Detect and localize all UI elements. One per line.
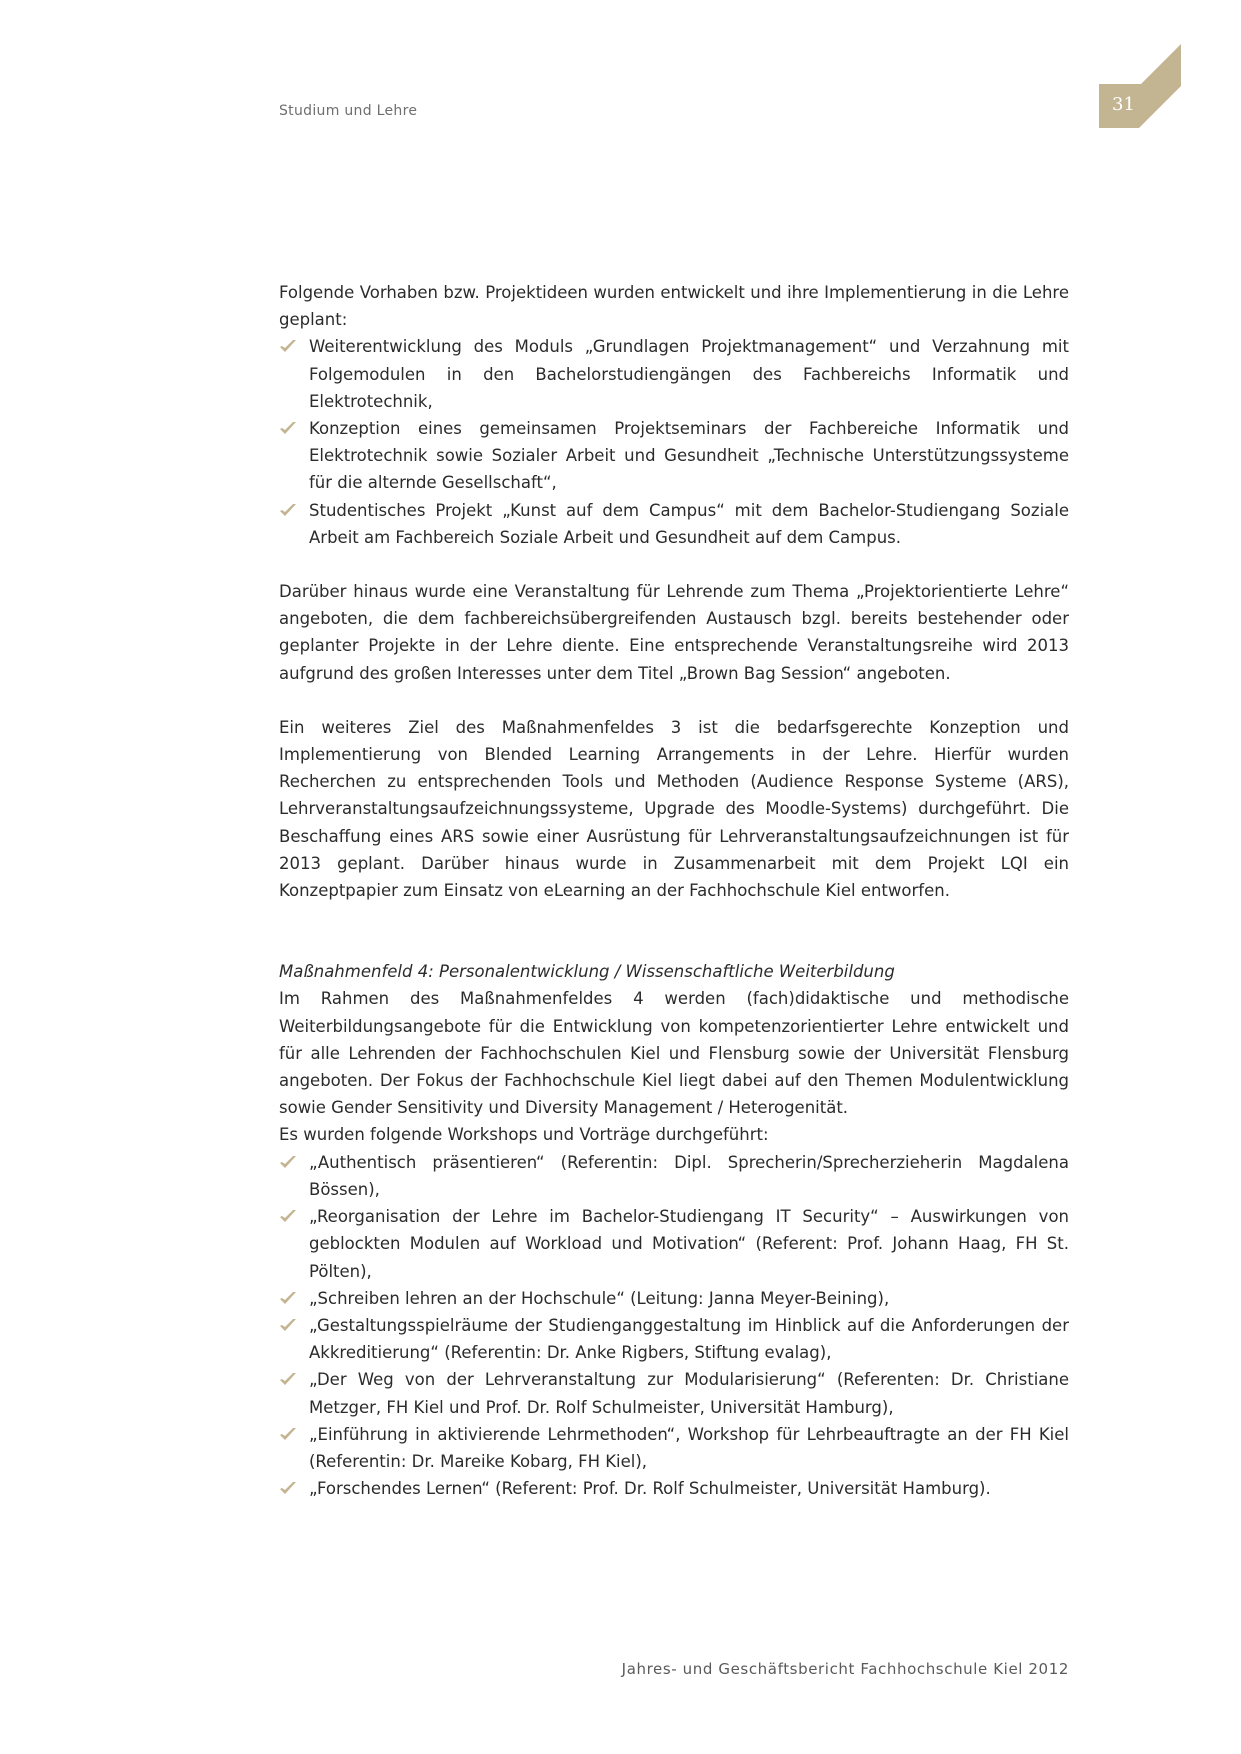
checkmark-icon	[279, 421, 297, 435]
list-item-text: „Schreiben lehren an der Hochschule“ (Leitung: Janna Meyer-Beining),	[309, 1288, 890, 1308]
intro-list	[279, 333, 1069, 551]
running-header: Studium und Lehre	[279, 103, 418, 119]
list-item	[279, 497, 1069, 551]
section-lead: Es wurden folgende Workshops und Vorträge durchgeführt:	[279, 1125, 769, 1145]
checkmark-icon	[279, 1209, 297, 1223]
page-corner-badge	[1099, 44, 1181, 128]
list-item-text: „Gestaltungsspielräume der Studienganggestaltung im Hinblick auf die Anforderungen der Akkreditierung“ (Referentin: Dr. Anke Rigbers, Stiftung evalag),	[309, 1315, 1069, 1363]
list-item	[279, 415, 1069, 497]
list-item	[279, 1475, 1069, 1502]
list-item-text: Konzeption eines gemeinsamen Projektseminars der Fachbereiche Informatik und Elektrotechnik sowie Sozialer Arbeit und Gesundheit „Technische Unterstützungssysteme für die alternde Gesellschaft“,	[309, 419, 1069, 493]
main-content	[279, 279, 1069, 1502]
list-item	[279, 1421, 1069, 1475]
running-footer: Jahres- und Geschäftsbericht Fachhochschule Kiel 2012	[621, 1660, 1069, 1678]
list-item-text: „Einführung in aktivierende Lehrmethoden“, Workshop für Lehrbeauftragte an der FH Kiel (Referentin: Dr. Mareike Kobarg, FH Kiel),	[309, 1424, 1069, 1471]
list-item-text: „Authentisch präsentieren“ (Referentin: Dipl. Sprecherin/Sprecherzieherin Magdalena Bössen),	[309, 1152, 1069, 1199]
checkmark-icon	[279, 1318, 297, 1332]
list-item-text: Weiterentwicklung des Moduls „Grundlagen Projektmanagement“ und Verzahnung mit Folgemodulen in den Bachelorstudiengängen des Fachbereichs Informatik und Elektrotechnik,	[309, 337, 1069, 411]
checkmark-icon	[279, 1427, 297, 1441]
paragraph: Ein weiteres Ziel des Maßnahmenfeldes 3 ist die bedarfsgerechte Konzeption und Implementierung von Blended Learning Arrangements in der Lehre. Hierfür wurden Recherchen zu entsprechenden Tools und Methoden (Audience Response Systeme (ARS), Lehrveranstaltungsaufzeichnungssysteme, Upgrade des Moodle-Systems) durchgeführt. Die Beschaffung eines ARS sowie einer Ausrüstung für Lehrveranstaltungsaufzeichnungen ist für 2013 geplant. Darüber hinaus wurde in Zusammenarbeit mit dem Projekt LQI ein Konzeptpapier zum Einsatz von eLearning an der Fachhochschule Kiel entworfen.	[279, 717, 1069, 901]
list-item-text: „Reorganisation der Lehre im Bachelor-Studiengang IT Security“ – Auswirkungen von geblockten Modulen auf Workload und Motivation“ (Referent: Prof. Johann Haag, FH St. Pölten),	[309, 1207, 1069, 1281]
list-item-text: „Der Weg von der Lehrveranstaltung zur Modularisierung“ (Referenten: Dr. Christiane Metzger, FH Kiel und Prof. Dr. Rolf Schulmeister, Universität Hamburg),	[309, 1370, 1069, 1417]
list-item	[279, 1312, 1069, 1366]
list-item	[279, 1285, 1069, 1312]
section-title: Maßnahmenfeld 4: Personalentwicklung / Wissenschaftliche Weiterbildung	[279, 962, 895, 982]
checkmark-icon	[279, 1372, 297, 1386]
intro-lead: Folgende Vorhaben bzw. Projektideen wurden entwickelt und ihre Implementierung in die Lehre geplant:	[279, 283, 1069, 330]
paragraph: Im Rahmen des Maßnahmenfeldes 4 werden (fach)didaktische und methodische Weiterbildungsangebote für die Entwicklung von kompetenzorientierter Lehre entwickelt und für alle Lehrenden der Fachhochschulen Kiel und Flensburg sowie der Universität Flensburg angeboten. Der Fokus der Fachhochschule Kiel liegt dabei auf den Themen Modulentwicklung sowie Gender Sensitivity und Diversity Management / Heterogenität.	[279, 989, 1069, 1118]
paragraph: Darüber hinaus wurde eine Veranstaltung für Lehrende zum Thema „Projektorientierte Lehre“ angeboten, die dem fachbereichsübergreifenden Austausch bzgl. bereits bestehender oder geplanter Projekte in der Lehre diente. Eine entsprechende Veranstaltungsreihe wird 2013 aufgrund des großen Interesses unter dem Titel „Brown Bag Session“ angeboten.	[279, 582, 1069, 683]
checkmark-icon	[279, 1481, 297, 1495]
corner-shape-icon	[1099, 44, 1181, 128]
checkmark-icon	[279, 1291, 297, 1305]
list-item	[279, 1149, 1069, 1203]
list-item-text: „Forschendes Lernen“ (Referent: Prof. Dr. Rolf Schulmeister, Universität Hamburg).	[309, 1479, 991, 1499]
workshop-list	[279, 1149, 1069, 1503]
list-item	[279, 1366, 1069, 1420]
checkmark-icon	[279, 339, 297, 353]
list-item	[279, 333, 1069, 415]
page-number: 31	[1112, 94, 1135, 115]
checkmark-icon	[279, 503, 297, 517]
checkmark-icon	[279, 1155, 297, 1169]
list-item	[279, 1203, 1069, 1285]
list-item-text: Studentisches Projekt „Kunst auf dem Campus“ mit dem Bachelor-Studiengang Soziale Arbeit am Fachbereich Soziale Arbeit und Gesundheit auf dem Campus.	[309, 500, 1069, 547]
